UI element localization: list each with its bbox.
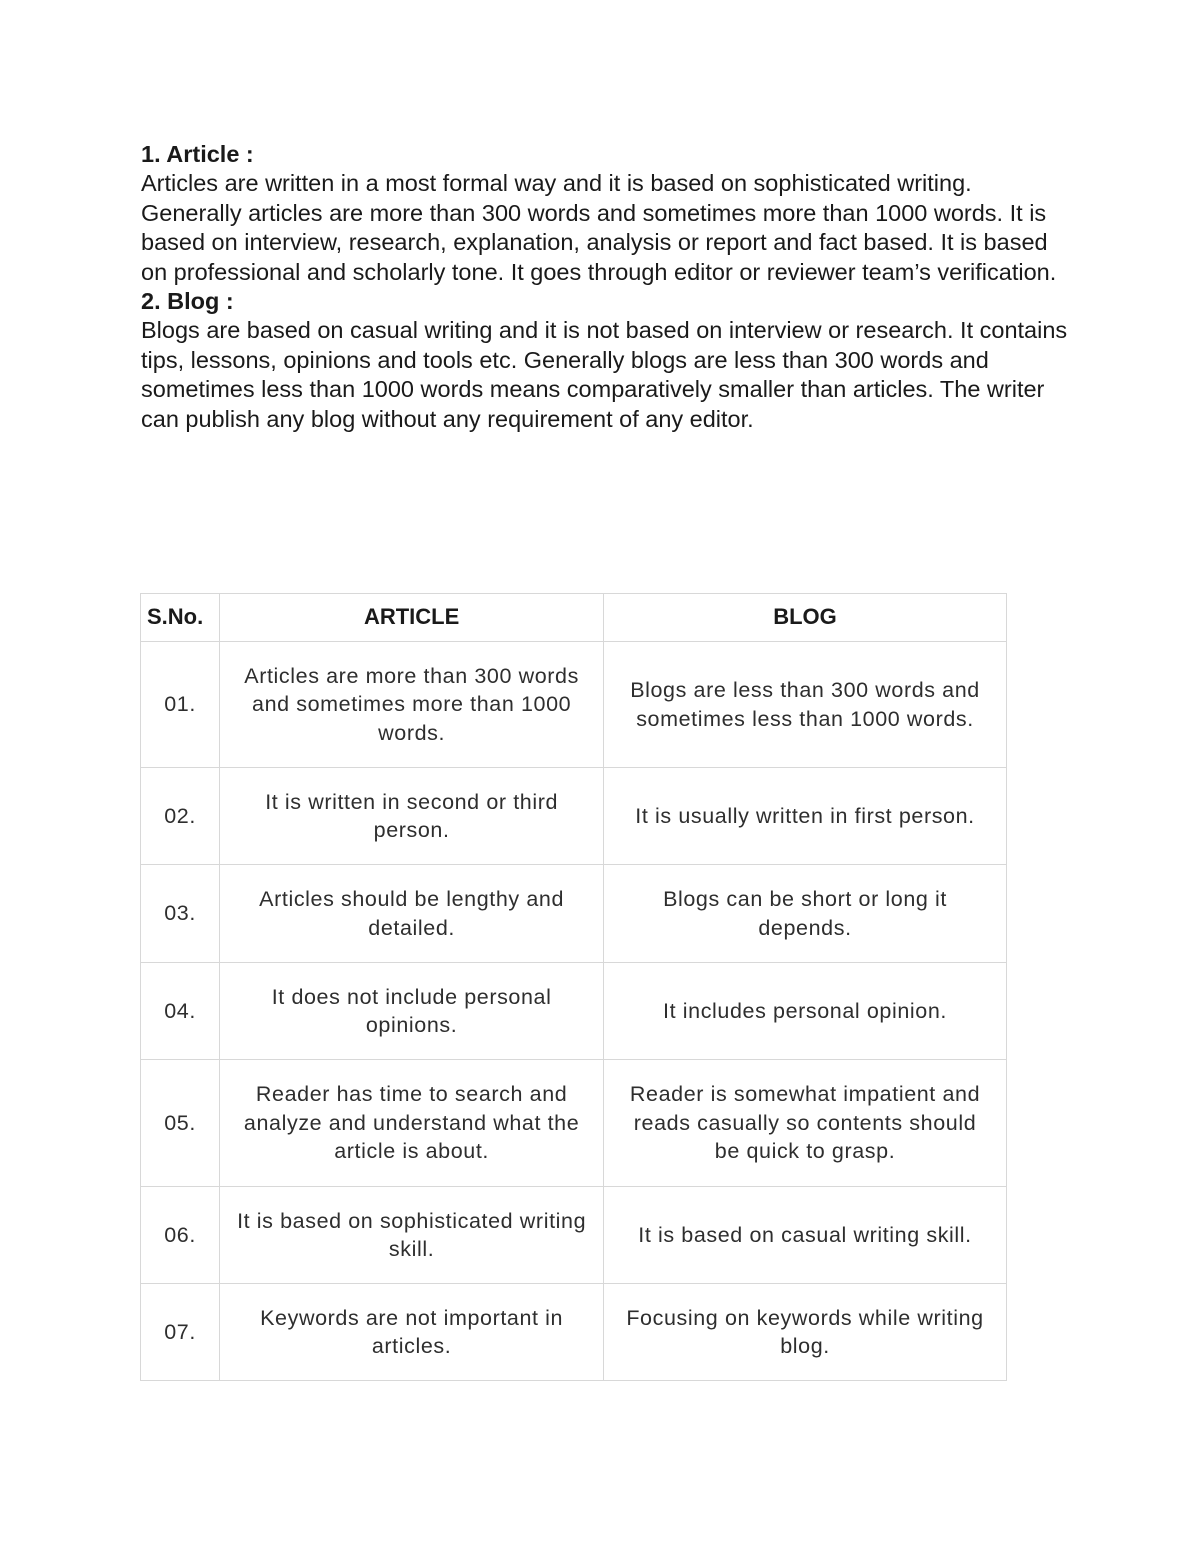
cell-blog: Blogs can be short or long it depends. <box>604 865 1007 963</box>
article-section-heading: 1. Article : <box>141 141 254 167</box>
cell-article: Keywords are not important in articles. <box>220 1284 604 1381</box>
cell-sno: 02. <box>141 768 220 865</box>
cell-article: It is based on sophisticated writing skill. <box>220 1187 604 1284</box>
table-row <box>141 1060 1007 1187</box>
table-row <box>141 768 1007 865</box>
cell-article: It is written in second or third person. <box>220 768 604 865</box>
cell-sno: 03. <box>141 865 220 963</box>
cell-article: Articles are more than 300 words and sometimes more than 1000 words. <box>220 642 604 768</box>
cell-sno: 06. <box>141 1187 220 1284</box>
table-row <box>141 642 1007 768</box>
blog-section-body: Blogs are based on casual writing and it is not based on interview or research. It contains tips, lessons, opinions and tools etc. Generally blogs are less than 300 words and sometimes less than 1000 words means comparatively smaller than articles. The writer can publish any blog without any requirement of any editor. <box>141 317 1068 432</box>
header-article: ARTICLE <box>220 594 604 642</box>
cell-sno: 04. <box>141 963 220 1060</box>
table-row <box>141 963 1007 1060</box>
table-row <box>141 1187 1007 1284</box>
cell-sno: 01. <box>141 642 220 768</box>
table-row <box>141 865 1007 963</box>
intro-text <box>141 140 1076 434</box>
cell-blog: It is based on casual writing skill. <box>604 1187 1007 1284</box>
cell-article: It does not include personal opinions. <box>220 963 604 1060</box>
cell-blog: It includes personal opinion. <box>604 963 1007 1060</box>
cell-blog: Blogs are less than 300 words and sometimes less than 1000 words. <box>604 642 1007 768</box>
header-blog: BLOG <box>604 594 1007 642</box>
cell-sno: 05. <box>141 1060 220 1187</box>
table-row <box>141 1284 1007 1381</box>
article-section-body: Articles are written in a most formal way and it is based on sophisticated writing. Generally articles are more than 300 words and sometimes more than 1000 words. It is based on interview, research, explanation, analysis or report and fact based. It is based on professional and scholarly tone. It goes through editor or reviewer team’s verification. <box>141 170 1057 285</box>
cell-blog: It is usually written in first person. <box>604 768 1007 865</box>
header-sno: S.No. <box>141 594 220 642</box>
cell-article: Articles should be lengthy and detailed. <box>220 865 604 963</box>
cell-sno: 07. <box>141 1284 220 1381</box>
cell-blog: Reader is somewhat impatient and reads casually so contents should be quick to grasp. <box>604 1060 1007 1187</box>
cell-article: Reader has time to search and analyze and understand what the article is about. <box>220 1060 604 1187</box>
comparison-table <box>140 593 1007 1381</box>
blog-section-heading: 2. Blog : <box>141 288 234 315</box>
table-header-row <box>141 594 1007 642</box>
cell-blog: Focusing on keywords while writing blog. <box>604 1284 1007 1381</box>
